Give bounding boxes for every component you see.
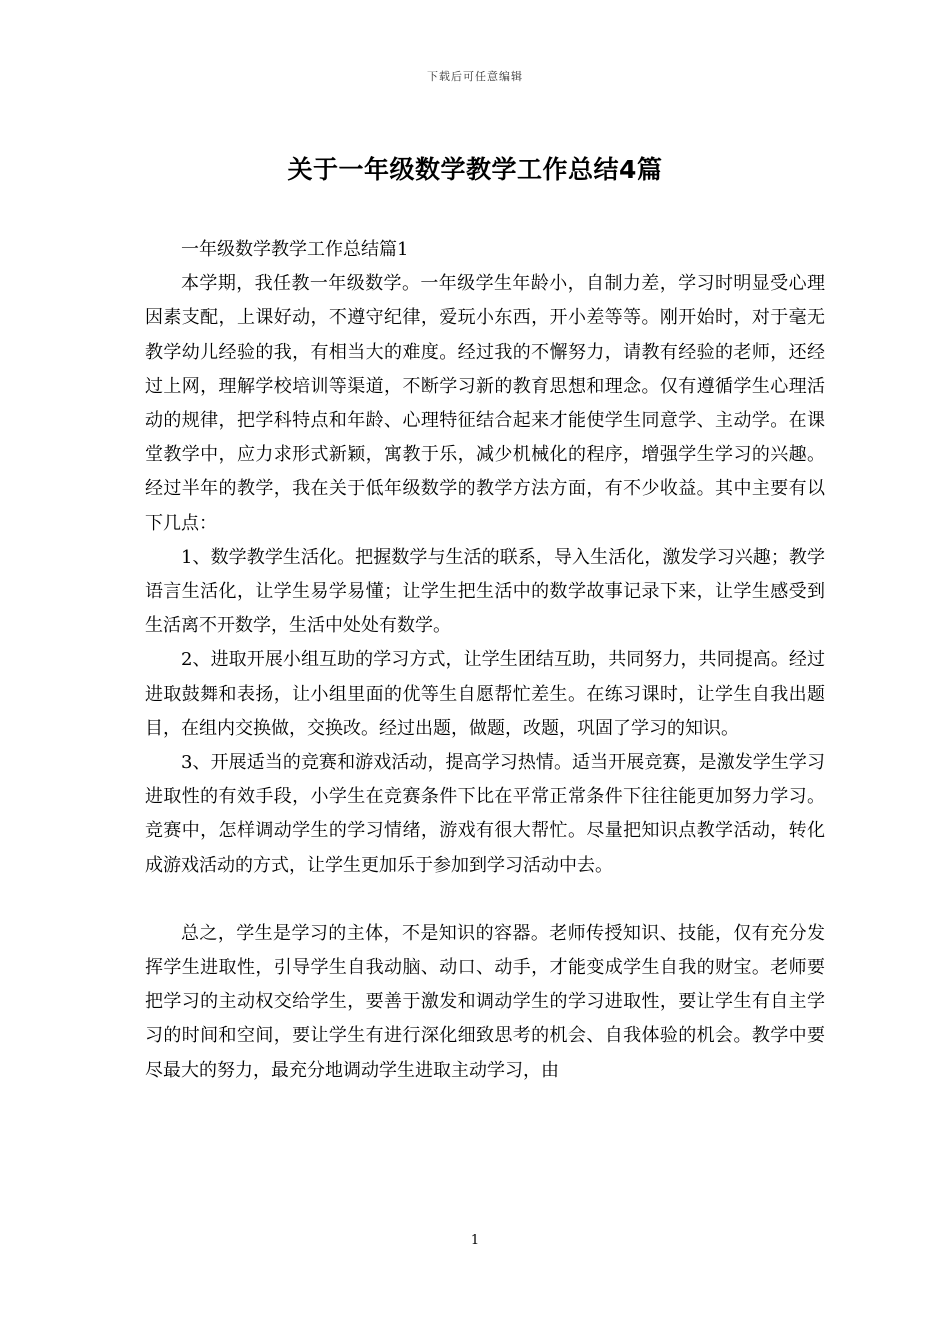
paragraph-point-3: 3、开展适当的竞赛和游戏活动，提高学习热情。适当开展竞赛，是激发学生学习进取性的有效手段，小学生在竞赛条件下比在平常正常条件下往往能更加努力学习。竞赛中，怎样调动学生的学习情绪，游戏有很大帮忙。尽量把知识点教学活动，转化成游戏活动的方式，让学生更加乐于参加到学习活动中去。 [145,752,825,876]
page-number: 1 [470,1233,480,1248]
paragraph-point-2: 2、进取开展小组互助的学习方式，让学生团结互助，共同努力，共同提高。经过进取鼓舞和表扬，让小组里面的优等生自愿帮忙差生。在练习课时，让学生自我出题目，在组内交换做，交换改。经过出题，做题，改题，巩固了学习的知识。 [145,649,825,739]
document-title: 关于一年级数学教学工作总结4篇 [287,155,663,184]
section-heading: 一年级数学教学工作总结篇1 [181,239,409,260]
document-body [145,233,825,1088]
paragraph-conclusion: 总之，学生是学习的主体，不是知识的容器。老师传授知识、技能，仅有充分发挥学生进取性，引导学生自我动脑、动口、动手，才能变成学生自我的财宝。老师要把学习的主动权交给学生，要善于激发和调动学生的学习进取性，要让学生有自主学习的时间和空间，要让学生有进行深化细致思考的机会、自我体验的机会。教学中要尽最大的努力，最充分地调动学生进取主动学习，由 [145,922,825,1081]
paragraph-intro: 本学期，我任教一年级数学。一年级学生年龄小，自制力差，学习时明显受心理因素支配，上课好动，不遵守纪律，爱玩小东西，开小差等等。刚开始时，对于毫无教学幼儿经验的我，有相当大的难度。经过我的不懈努力，请教有经验的老师，还经过上网，理解学校培训等渠道，不断学习新的教育思想和理念。仅有遵循学生心理活动的规律，把学科特点和年龄、心理特征结合起来才能使学生同意学、主动学。在课堂教学中，应力求形式新颖，寓教于乐，减少机械化的程序，增强学生学习的兴趣。经过半年的教学，我在关于低年级数学的教学方法方面，有不少收益。其中主要有以下几点： [145,273,825,534]
paragraph-point-1: 1、数学教学生活化。把握数学与生活的联系，导入生活化，激发学习兴趣；教学语言生活化，让学生易学易懂；让学生把生活中的数学故事记录下来，让学生感受到生活离不开数学，生活中处处有数学。 [145,546,825,637]
paragraph-gap [145,883,825,917]
header-note: 下载后可任意编辑 [427,70,523,83]
